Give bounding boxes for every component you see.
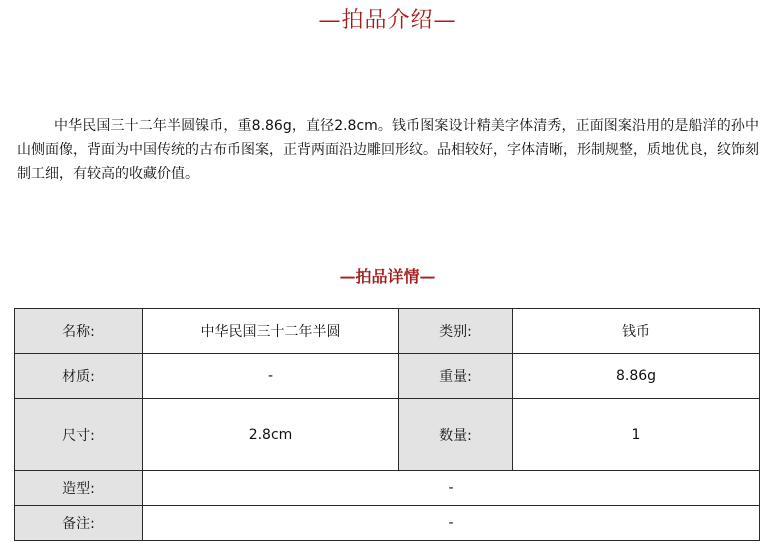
shape-value: - — [143, 471, 760, 506]
table-row — [15, 506, 760, 541]
material-value: - — [143, 354, 399, 399]
table-row — [15, 399, 760, 471]
quantity-label: 数量: — [399, 399, 513, 471]
intro-section-title: —拍品介绍— — [318, 8, 457, 33]
note-value: - — [143, 506, 760, 541]
details-section-title: —拍品详情— — [339, 267, 436, 286]
quantity-value: 1 — [513, 399, 760, 471]
size-value: 2.8cm — [143, 399, 399, 471]
table-row — [15, 471, 760, 506]
material-label: 材质: — [15, 354, 143, 399]
size-label: 尺寸: — [15, 399, 143, 471]
table-row — [15, 354, 760, 399]
table-row — [15, 309, 760, 354]
note-label: 备注: — [15, 506, 143, 541]
category-value: 钱币 — [513, 309, 760, 354]
weight-value: 8.86g — [513, 354, 760, 399]
weight-label: 重量: — [399, 354, 513, 399]
category-label: 类别: — [399, 309, 513, 354]
shape-label: 造型: — [15, 471, 143, 506]
details-table — [14, 308, 760, 541]
name-label: 名称: — [15, 309, 143, 354]
intro-description: 中华民国三十二年半圆镍币，重8.86g，直径2.8cm。钱币图案设计精美字体清秀，正面图案沿用的是船洋的孙中山侧面像，背面为中国传统的古布币图案，正背两面沿边雕回形纹。品相较好，字体清晰，形制规整，质地优良，纹饰刻制工细，有较高的收藏价值。 — [17, 118, 759, 182]
name-value: 中华民国三十二年半圆 — [143, 309, 399, 354]
